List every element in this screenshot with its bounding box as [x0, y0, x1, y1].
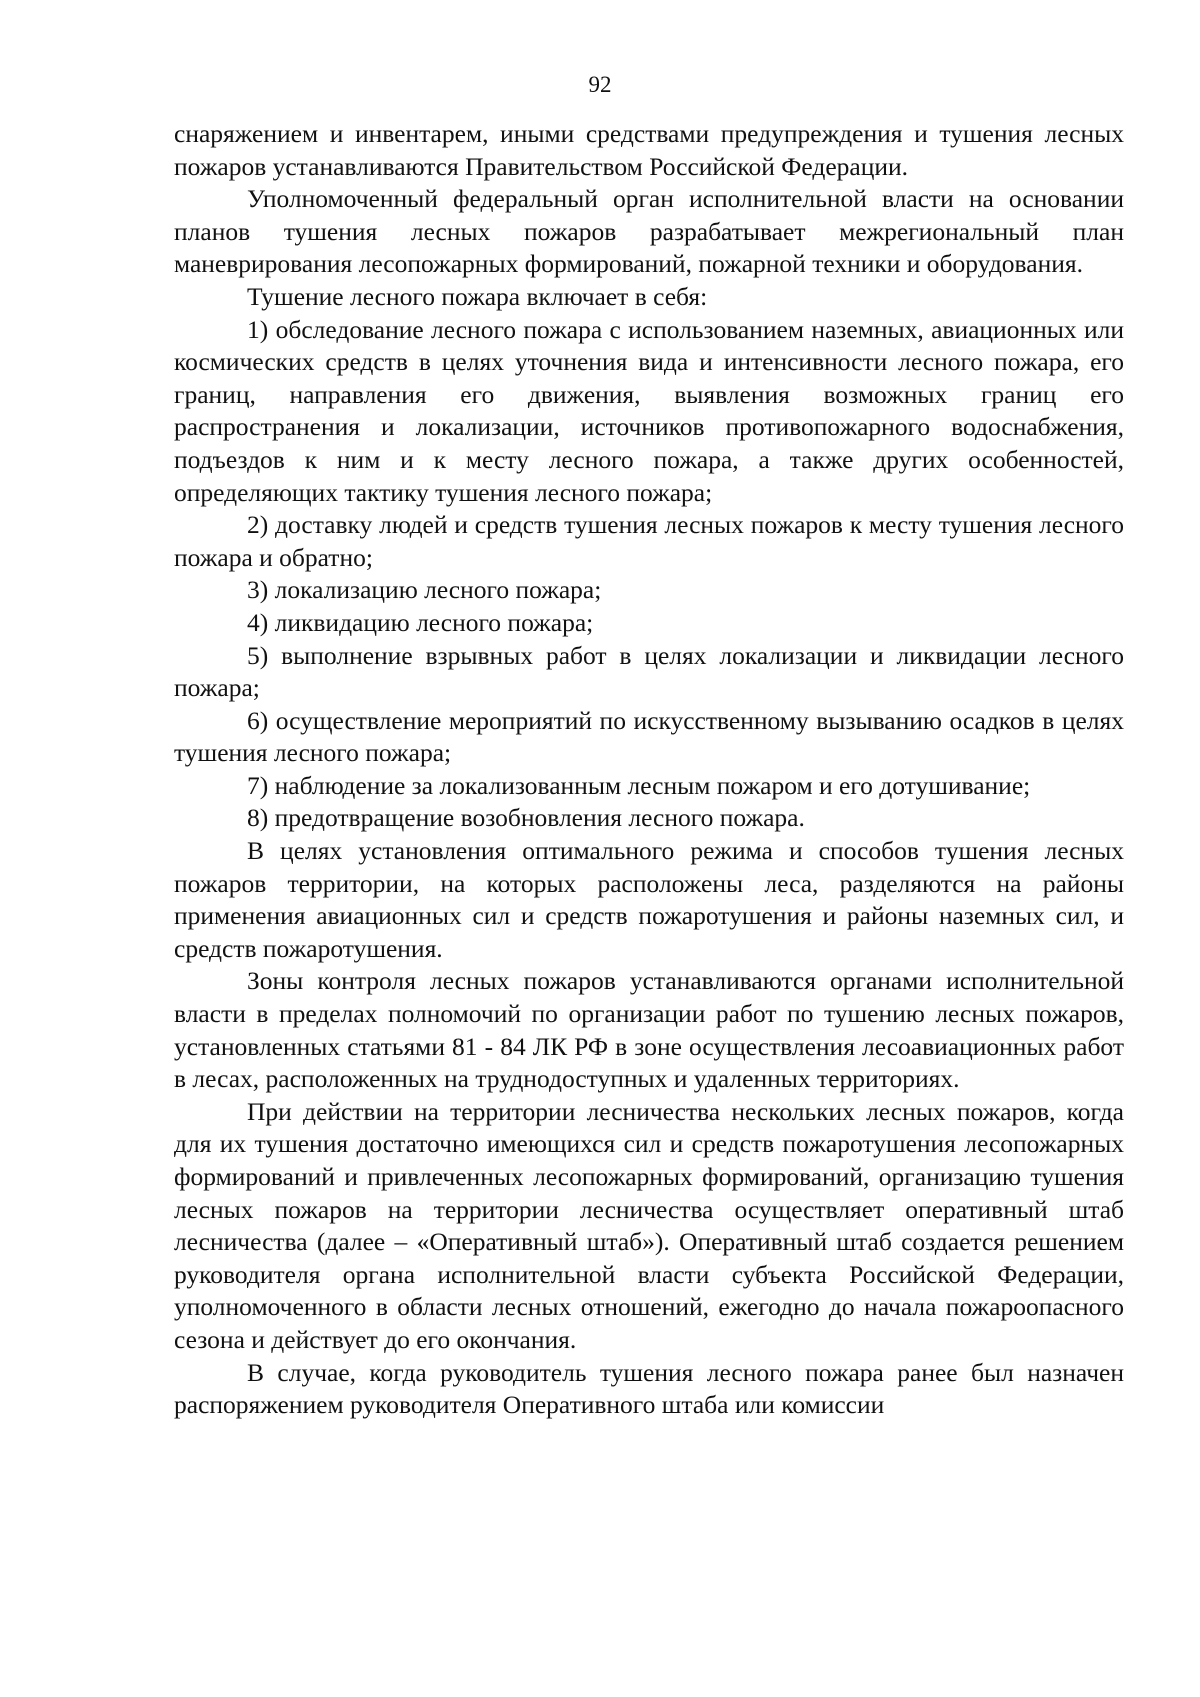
- document-body: [174, 118, 1124, 1422]
- list-item-7: 7) наблюдение за локализованным лесным пожаром и его дотушивание;: [247, 770, 1031, 800]
- paragraph-districts: В целях установления оптимального режима и способов тушения лесных пожаров территории, на которых расположены леса, разделяются на районы применения авиационных сил и средств пожаротушения и районы наземных сил, и средств пожаротушения.: [174, 836, 1124, 963]
- paragraph-operational-hq: При действии на территории лесничества нескольких лесных пожаров, когда для их тушения достаточно имеющихся сил и средств пожаротушения лесопожарных формирований и привлеченных лесопожарных формирований, организацию тушения лесных пожаров на территории лесничества осуществляет оперативный штаб лесничества (далее – «Оперативный штаб»). Оперативный штаб создается решением руководителя органа исполнительной власти субъекта Российской Федерации, уполномоченного в области лесных отношений, ежегодно до начала пожароопасного сезона и действует до его окончания.: [174, 1096, 1124, 1354]
- list-item-2: 2) доставку людей и средств тушения лесных пожаров к месту тушения лесного пожара и обратно;: [174, 510, 1124, 572]
- list-item-4: 4) ликвидацию лесного пожара;: [247, 607, 594, 637]
- list-item-8: 8) предотвращение возобновления лесного пожара.: [247, 803, 805, 833]
- paragraph-federal-body: Уполномоченный федеральный орган исполнительной власти на основании планов тушения лесных пожаров разрабатывает межрегиональный план маневрирования лесопожарных формирований, пожарной техники и оборудования.: [174, 184, 1124, 279]
- paragraph-fire-manager: В случае, когда руководитель тушения лесного пожара ранее был назначен распоряжением руководителя Оперативного штаба или комиссии: [174, 1357, 1124, 1420]
- list-item-5: 5) выполнение взрывных работ в целях локализации и ликвидации лесного пожара;: [174, 640, 1124, 703]
- page-number: 92: [588, 72, 612, 97]
- paragraph-list-intro: Тушение лесного пожара включает в себя:: [247, 281, 708, 311]
- list-item-6: 6) осуществление мероприятий по искусственному вызыванию осадков в целях тушения лесного пожара;: [174, 705, 1124, 768]
- list-item-3: 3) локализацию лесного пожара;: [247, 575, 602, 605]
- paragraph-control-zones: Зоны контроля лесных пожаров устанавливаются органами исполнительной власти в пределах полномочий по организации работ по тушению лесных пожаров, установленных статьями 81 - 84 ЛК РФ в зоне осуществления лесоавиационных работ в лесах, расположенных на труднодоступных и удаленных территориях.: [174, 966, 1124, 1094]
- paragraph-continuation: снаряжением и инвентарем, иными средствами предупреждения и тушения лесных пожаров устанавливаются Правительством Российской Федерации.: [174, 119, 1124, 181]
- list-item-1: 1) обследование лесного пожара с использованием наземных, авиационных или космических средств в целях уточнения вида и интенсивности лесного пожара, его границ, направления его движения, выявления возможных границ его распространения и локализации, источников противопожарного водоснабжения, подъездов к ним и к месту лесного пожара, а также других особенностей, определяющих тактику тушения лесного пожара;: [174, 314, 1124, 507]
